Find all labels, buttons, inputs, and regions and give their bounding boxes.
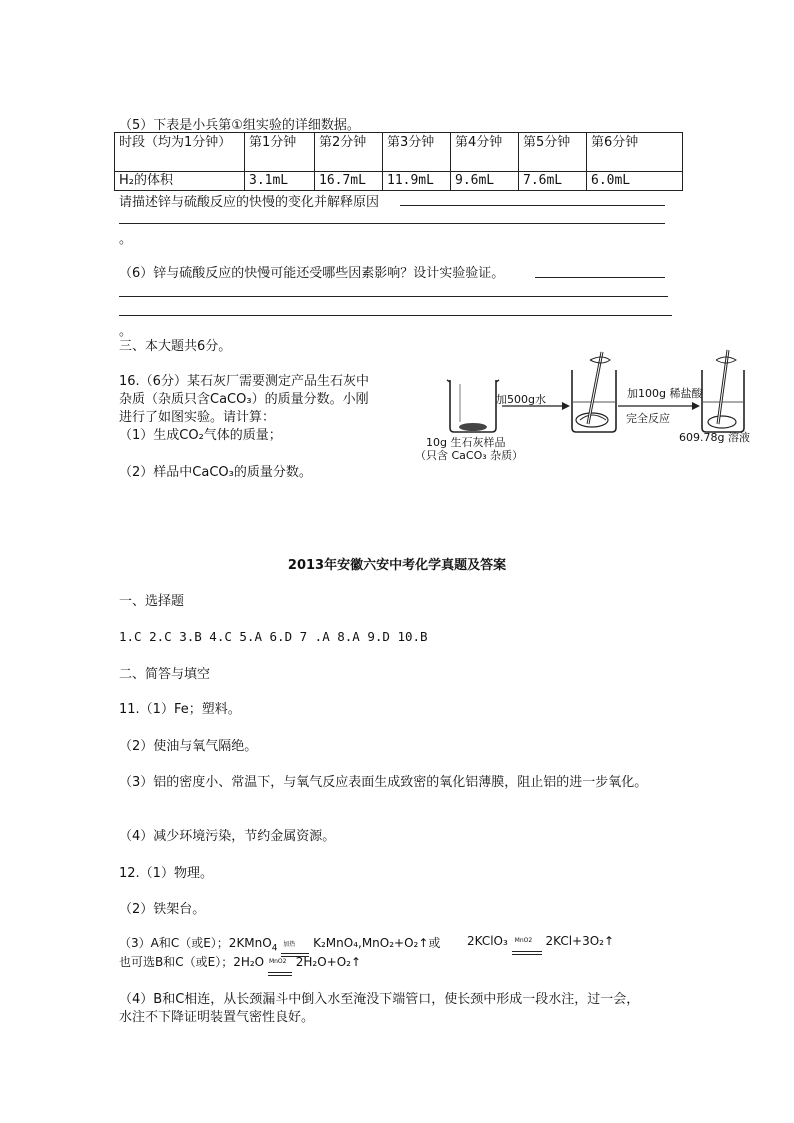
data-table	[114, 132, 683, 191]
answer-12-3-part: 2KCl+3O₂↑	[545, 934, 615, 948]
answer-blank[interactable]	[119, 315, 672, 316]
table-cell: 11.9mL	[383, 172, 451, 191]
table-cell: 6.0mL	[587, 172, 683, 191]
answer-12-1: 12.（1）物理。	[119, 866, 213, 881]
section-1-heading: 一、选择题	[119, 594, 185, 609]
q16-line2: 杂质（杂质只含CaCO₃）的质量分数。小刚	[119, 392, 369, 407]
answer-blank[interactable]	[400, 205, 665, 206]
arrow-2-sublabel: 完全反应	[626, 412, 670, 425]
q5-intro: （5）下表是小兵第①组实验的详细数据。	[119, 118, 360, 133]
beaker-3-icon	[702, 350, 744, 432]
q16-sub2: （2）样品中CaCO₃的质量分数。	[119, 465, 312, 480]
table-row-label: H₂的体积	[115, 172, 245, 191]
table-row	[115, 172, 683, 191]
table-header-cell: 时段（均为1分钟）	[115, 133, 245, 172]
answer-11-4: （4）减少环境污染，节约金属资源。	[119, 829, 336, 844]
q5-prompt: 请描述锌与硫酸反应的快慢的变化并解释原因	[119, 195, 380, 210]
answer-blank[interactable]	[119, 296, 668, 297]
beaker-2-icon	[572, 352, 616, 432]
answer-12-2: （2）铁架台。	[119, 902, 206, 917]
end-mark: 。	[119, 324, 133, 339]
beaker-1-icon	[447, 380, 499, 432]
arrow-2-label: 加100g 稀盐酸	[627, 387, 703, 400]
end-mark: 。	[119, 232, 133, 247]
table-header-cell: 第4分钟	[451, 133, 519, 172]
table-header-cell: 第2分钟	[315, 133, 383, 172]
answer-12-3-part: （3）A和C（或E）；2KMnO	[119, 936, 272, 950]
section-3-heading: 三、本大题共6分。	[119, 339, 232, 354]
choice-answers: 1.C 2.C 3.B 4.C 5.A 6.D 7 .A 8.A 9.D 10.B	[119, 629, 428, 644]
table-header-cell: 第3分钟	[383, 133, 451, 172]
answer-11-1: 11.（1）Fe；塑料。	[119, 702, 241, 717]
section-2-heading: 二、简答与填空	[119, 667, 211, 682]
table-header-cell: 第6分钟	[587, 133, 683, 172]
table-cell: 7.6mL	[519, 172, 587, 191]
answer-12-3-part: K₂MnO₄,MnO₂+O₂↑或	[313, 936, 441, 950]
answer-12-3-alt: 2KClO₃ MnO2 2KCl+3O₂↑	[467, 934, 614, 948]
sample-label: 10g 生石灰样品	[426, 436, 506, 449]
answer-blank[interactable]	[119, 223, 665, 224]
q16-line1: 16.（6分）某石灰厂需要测定产品生石灰中	[119, 374, 369, 389]
answer-12-4-line2: 水注不下降证明装置气密性良好。	[119, 1010, 315, 1025]
answers-title: 2013年安徽六安中考化学真题及答案	[287, 558, 507, 573]
answer-12-3-line2: 也可选B和C（或E）；2H₂O MnO2 2H₂O+O₂↑	[119, 953, 361, 970]
answer-11-3: （3）铝的密度小、常温下，与氧气反应表面生成致密的氧化铝薄膜，阻止铝的进一步氧化。	[119, 775, 648, 790]
q16-line3: 进行了如图实验。请计算：	[119, 410, 276, 425]
table-header-cell: 第1分钟	[245, 133, 315, 172]
answer-12-3-line1: （3）A和C（或E）；2KMnO$_4$ 加热 K₂MnO₄,MnO₂+O₂↑或	[119, 934, 440, 953]
table-header-row	[115, 133, 683, 172]
table-cell: 3.1mL	[245, 172, 315, 191]
answer-12-4-line1: （4）B和C相连，从长颈漏斗中倒入水至淹没下端管口，使长颈中形成一段水注，过一会，	[119, 992, 640, 1007]
answer-12-3-part: 2KClO₃	[467, 934, 508, 948]
answer-blank[interactable]	[535, 277, 665, 278]
answer-11-2: （2）使油与氧气隔绝。	[119, 739, 258, 754]
answer-12-3-part: 2H₂O+O₂↑	[295, 955, 362, 969]
q16-sub1: （1）生成CO₂气体的质量；	[119, 428, 282, 443]
arrow-1-label: 加500g水	[496, 393, 546, 406]
q6-prompt: （6）锌与硫酸反应的快慢可能还受哪些因素影响？设计实验验证。	[119, 266, 505, 281]
sample-note: （只含 CaCO₃ 杂质）	[415, 449, 524, 462]
table-cell: 16.7mL	[315, 172, 383, 191]
result-label: 609.78g 溶液	[679, 431, 750, 444]
answer-12-3-part: 也可选B和C（或E）；2H₂O	[119, 955, 265, 969]
table-header-cell: 第5分钟	[519, 133, 587, 172]
table-cell: 9.6mL	[451, 172, 519, 191]
